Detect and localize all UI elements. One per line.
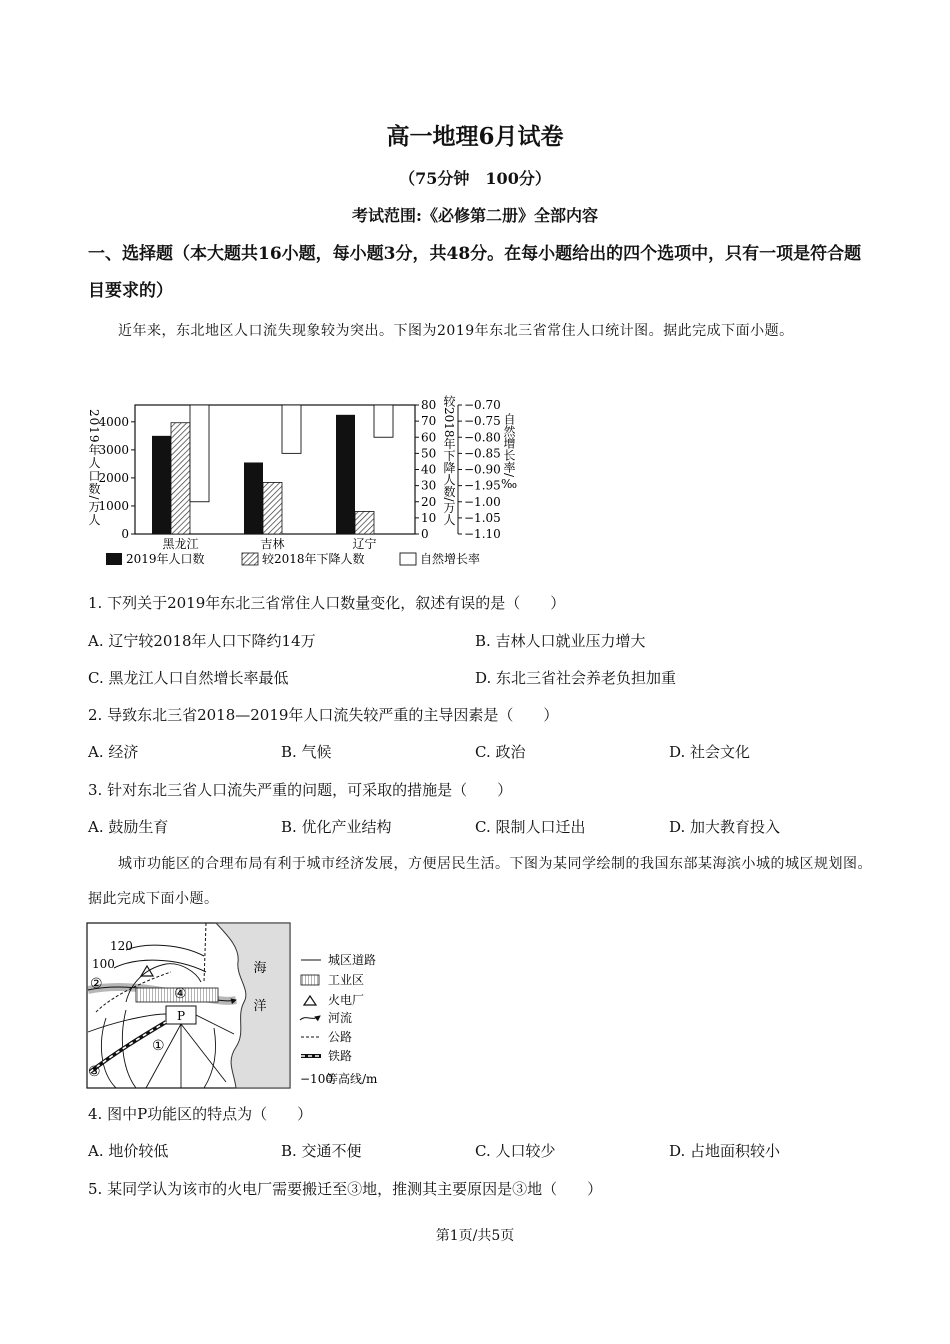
marker-2: ② xyxy=(90,976,103,992)
legend-river: 河流 xyxy=(328,1011,353,1025)
exam-duration-score: （75分钟 100分） xyxy=(399,169,551,188)
right-axis-label: 自然增长率/‰ xyxy=(502,413,516,492)
left-axis-tick-label: 3000 xyxy=(98,442,129,457)
legend-industry: 工业区 xyxy=(328,973,365,987)
q3-option-d: D. 加大教育投入 xyxy=(669,818,781,836)
right-axis-tick-label: −0.85 xyxy=(464,446,501,461)
q3-option-c: C. 限制人口迁出 xyxy=(475,818,586,836)
bar-population-2019 xyxy=(152,436,171,534)
q3-option-b: B. 优化产业结构 xyxy=(281,818,392,836)
legend-contour: 等高线/m xyxy=(326,1072,378,1086)
q1-option-b: B. 吉林人口就业压力增大 xyxy=(475,632,646,650)
middle-axis-tick-label: 0 xyxy=(421,527,429,541)
marker-3: ③ xyxy=(88,1064,101,1080)
middle-axis-tick-label: 80 xyxy=(421,398,437,412)
q2-option-d: D. 社会文化 xyxy=(669,743,751,761)
q1-option-c: C. 黑龙江人口自然增长率最低 xyxy=(88,669,289,687)
middle-axis-tick-label: 50 xyxy=(421,446,437,461)
population-chart xyxy=(86,393,526,575)
legend-river-symbol xyxy=(300,1016,320,1020)
legend-swatch-population xyxy=(106,553,122,565)
exam-range: 考试范围:《必修第二册》全部内容 xyxy=(352,206,598,225)
q4-option-c: C. 人口较少 xyxy=(475,1142,556,1160)
category-label: 辽宁 xyxy=(352,537,377,551)
legend-railway: 铁路 xyxy=(328,1049,353,1063)
intro-paragraph-2: 城市功能区的合理布局有利于城市经济发展，方便居民生活。下图为某同学绘制的我国东部某海滨小城的城区规划图。据此完成下面小题。 xyxy=(88,856,872,907)
right-axis-tick-label: −0.75 xyxy=(464,414,501,429)
marker-1: ① xyxy=(152,1038,165,1054)
contour-120-label: 120 xyxy=(110,939,133,953)
legend-highway: 公路 xyxy=(328,1030,353,1044)
bar-natural-growth-rate xyxy=(190,405,209,502)
left-axis-label: 2019年人口数/万人 xyxy=(87,409,101,527)
q4-option-a: A. 地价较低 xyxy=(88,1142,169,1160)
middle-axis-tick-label: 10 xyxy=(421,510,437,525)
marker-p: P xyxy=(176,1009,186,1023)
left-axis-tick-label: 2000 xyxy=(98,470,129,485)
left-axis-tick-label: 4000 xyxy=(98,414,129,429)
bar-natural-growth-rate xyxy=(374,405,393,437)
question-5-stem: 5. 某同学认为该市的火电厂需要搬迁至③地，推测其主要原因是③地（ ） xyxy=(88,1180,603,1198)
right-axis-tick-label: −0.70 xyxy=(464,398,501,412)
section-heading: 一、选择题（本大题共16小题，每小题3分，共48分。在每小题给出的四个选项中，只有一项是符合题目要求的） xyxy=(88,244,862,301)
legend-label-growth-rate: 自然增长率 xyxy=(420,552,481,566)
q2-option-a: A. 经济 xyxy=(88,743,139,761)
legend-swatch-growth-rate xyxy=(400,553,416,565)
page-footer: 第1页/共5页 xyxy=(435,1228,515,1244)
bar-natural-growth-rate xyxy=(282,405,301,453)
right-axis-tick-label: −1.95 xyxy=(464,478,501,493)
page-title: 高一地理6月试卷 xyxy=(386,123,564,150)
category-label: 黑龙江 xyxy=(162,537,199,551)
contour-100-label: 100 xyxy=(92,957,115,971)
question-1-stem: 1. 下列关于2019年东北三省常住人口数量变化，叙述有误的是（ ） xyxy=(88,594,566,612)
middle-axis-tick-label: 60 xyxy=(421,430,437,445)
legend-power-plant-icon xyxy=(304,996,316,1005)
marker-4: ④ xyxy=(174,986,187,1002)
q2-option-b: B. 气候 xyxy=(281,743,332,761)
city-plan-map xyxy=(86,922,406,1090)
legend-label-decrease: 较2018年下降人数 xyxy=(262,552,365,566)
sea-label-1: 海 xyxy=(253,961,267,976)
bar-population-2019 xyxy=(244,462,263,534)
legend-swatch-decrease xyxy=(242,553,258,565)
question-3-stem: 3. 针对东北三省人口流失严重的问题，可采取的措施是（ ） xyxy=(88,781,513,799)
bar-decrease-2018 xyxy=(263,482,282,534)
q4-option-b: B. 交通不便 xyxy=(281,1142,362,1160)
right-axis-tick-label: −0.90 xyxy=(464,462,501,477)
middle-axis-tick-label: 70 xyxy=(421,414,437,429)
legend-power-plant: 火电厂 xyxy=(328,993,365,1007)
question-2-stem: 2. 导致东北三省2018—2019年人口流失较严重的主导因素是（ ） xyxy=(88,706,559,724)
q3-option-a: A. 鼓励生育 xyxy=(88,818,169,836)
right-axis-tick-label: −1.05 xyxy=(464,510,501,525)
q1-option-a: A. 辽宁较2018年人口下降约14万 xyxy=(88,632,316,650)
q4-option-d: D. 占地面积较小 xyxy=(669,1142,781,1160)
intro-paragraph-1: 近年来，东北地区人口流失现象较为突出。下图为2019年东北三省常住人口统计图。据此完成下面小题。 xyxy=(118,323,794,339)
q2-option-c: C. 政治 xyxy=(475,743,526,761)
legend-label-population: 2019年人口数 xyxy=(126,552,205,566)
left-axis-tick-label: 1000 xyxy=(98,498,129,513)
legend-road: 城区道路 xyxy=(328,953,377,967)
category-label: 吉林 xyxy=(260,537,285,551)
bar-decrease-2018 xyxy=(171,423,190,534)
right-axis-tick-label: −1.10 xyxy=(464,527,501,541)
middle-axis-tick-label: 20 xyxy=(421,494,437,509)
right-axis-tick-label: −1.00 xyxy=(464,494,501,509)
q1-option-d: D. 东北三省社会养老负担加重 xyxy=(475,669,677,687)
middle-axis-tick-label: 40 xyxy=(421,462,437,477)
question-4-stem: 4. 图中P功能区的特点为（ ） xyxy=(88,1105,313,1123)
middle-axis-label: 较2018年下降人数/万人 xyxy=(442,395,456,526)
sea-label-2: 洋 xyxy=(253,999,267,1014)
contour-bottom-label: −100 xyxy=(300,1072,333,1086)
left-axis-tick-label: 0 xyxy=(121,527,129,541)
bar-decrease-2018 xyxy=(355,511,374,534)
right-axis-tick-label: −0.80 xyxy=(464,430,501,445)
legend-industry-symbol xyxy=(301,975,319,985)
middle-axis-tick-label: 30 xyxy=(421,478,437,493)
bar-population-2019 xyxy=(336,415,355,534)
